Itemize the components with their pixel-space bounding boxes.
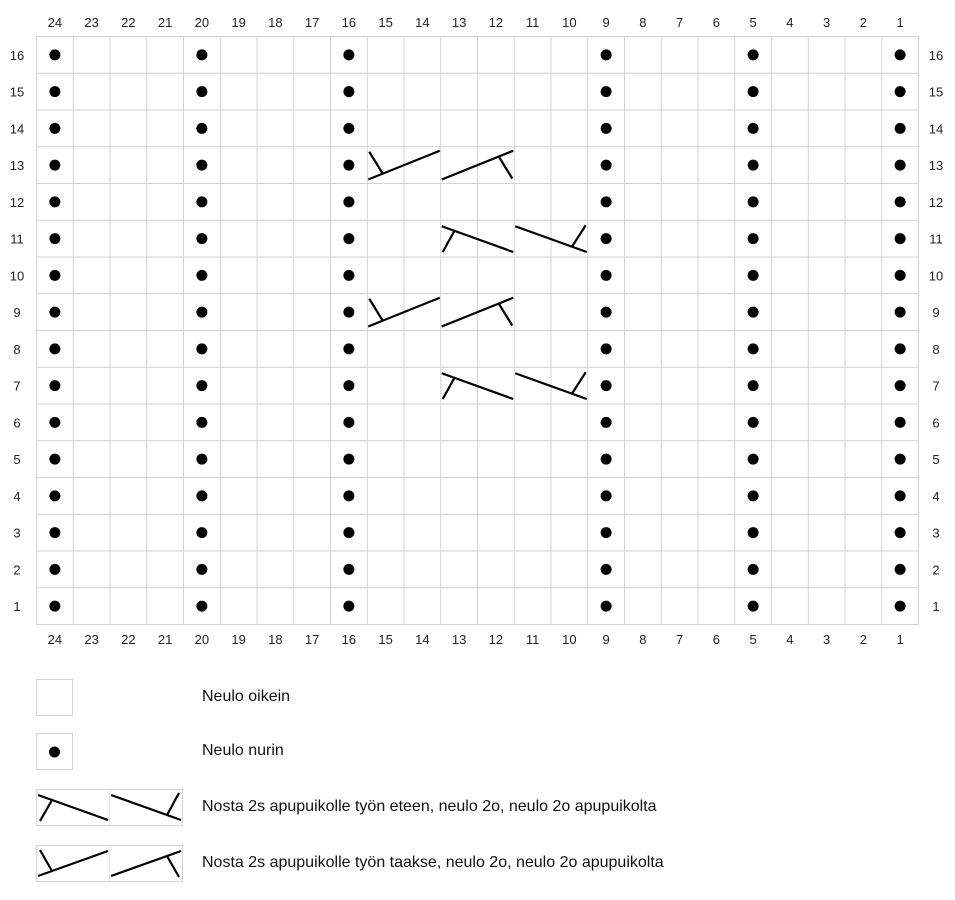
row-number: 16 <box>9 47 25 63</box>
column-number: 18 <box>268 632 283 647</box>
purl-dot <box>748 123 759 134</box>
purl-dot <box>196 527 207 538</box>
purl-dot <box>601 160 612 171</box>
purl-dot <box>343 196 354 207</box>
cable-stroke <box>498 156 512 179</box>
purl-dot <box>49 270 60 281</box>
purl-dot <box>895 160 906 171</box>
cable-cross-back-icon <box>36 845 186 883</box>
purl-dot <box>49 454 60 465</box>
legend-item-purl <box>0 733 955 771</box>
knit-symbol-icon <box>36 679 76 717</box>
row-number: 8 <box>13 341 21 357</box>
row-number: 4 <box>13 488 21 504</box>
purl-dot <box>49 49 60 60</box>
purl-dot <box>748 196 759 207</box>
purl-dot-icon <box>36 733 76 771</box>
column-number: 9 <box>602 632 610 647</box>
purl-dot <box>49 490 60 501</box>
cable-stroke <box>369 299 383 322</box>
column-numbers-top <box>48 15 904 30</box>
purl-dot <box>601 490 612 501</box>
purl-dot <box>895 343 906 354</box>
purl-dot <box>601 343 612 354</box>
column-number: 21 <box>157 15 173 30</box>
purl-dot <box>343 233 354 244</box>
purl-dot <box>343 454 354 465</box>
purl-dot <box>895 307 906 318</box>
purl-dot <box>343 86 354 97</box>
row-number: 7 <box>932 378 940 394</box>
purl-dot <box>748 86 759 97</box>
purl-dot <box>196 233 207 244</box>
column-number: 10 <box>562 632 577 647</box>
purl-dot <box>343 307 354 318</box>
purl-dot <box>895 564 906 575</box>
legend-item-cable-front <box>0 789 955 827</box>
row-number: 3 <box>13 525 21 541</box>
cable-stroke <box>572 372 586 394</box>
column-number: 23 <box>84 15 99 30</box>
row-number: 10 <box>928 268 944 284</box>
purl-dot <box>748 233 759 244</box>
purl-dot <box>343 160 354 171</box>
purl-dot <box>196 307 207 318</box>
column-number: 2 <box>859 632 867 647</box>
purl-dot <box>343 417 354 428</box>
row-number: 6 <box>13 415 21 431</box>
column-number: 20 <box>194 15 210 30</box>
purl-dot <box>343 601 354 612</box>
column-number: 7 <box>676 632 684 647</box>
purl-dot <box>49 307 60 318</box>
purl-dot <box>748 160 759 171</box>
purl-dot <box>748 527 759 538</box>
purl-dot <box>196 380 207 391</box>
row-number: 6 <box>932 415 940 431</box>
column-number: 10 <box>562 15 577 30</box>
purl-dot <box>343 564 354 575</box>
purl-dot <box>601 307 612 318</box>
purl-dot <box>343 343 354 354</box>
column-number: 7 <box>676 15 684 30</box>
purl-dot <box>895 417 906 428</box>
purl-dot <box>895 49 906 60</box>
row-number: 4 <box>932 488 940 504</box>
purl-dot <box>49 527 60 538</box>
column-number: 24 <box>47 632 63 647</box>
purl-dot <box>895 490 906 501</box>
column-number: 15 <box>378 15 393 30</box>
purl-dot <box>748 601 759 612</box>
column-number: 18 <box>268 15 283 30</box>
row-number: 5 <box>932 452 940 468</box>
column-number: 6 <box>712 632 720 647</box>
column-number: 6 <box>712 15 720 30</box>
row-number: 2 <box>13 562 21 578</box>
purl-dot <box>895 123 906 134</box>
purl-dot <box>601 270 612 281</box>
purl-dot <box>49 86 60 97</box>
column-number: 1 <box>896 15 904 30</box>
purl-dot <box>196 564 207 575</box>
row-number: 10 <box>9 268 25 284</box>
purl-dot <box>343 49 354 60</box>
purl-dot <box>748 380 759 391</box>
purl-dot <box>343 527 354 538</box>
purl-dot <box>343 270 354 281</box>
purl-dot <box>895 86 906 97</box>
purl-dot <box>196 601 207 612</box>
column-number: 8 <box>639 15 647 30</box>
legend-label-cable-front: Nosta 2s apupuikolle työn eteen, neulo 2o, neulo 2o apupuikolta <box>202 798 657 815</box>
column-number: 17 <box>304 15 320 30</box>
row-number: 11 <box>929 231 943 247</box>
column-number: 5 <box>749 632 757 647</box>
column-number: 5 <box>749 15 757 30</box>
purl-dot <box>601 417 612 428</box>
column-number: 4 <box>786 632 794 647</box>
legend-label-knit: Neulo oikein <box>202 688 291 705</box>
column-number: 3 <box>823 632 831 647</box>
column-number: 17 <box>304 632 320 647</box>
purl-dot <box>196 160 207 171</box>
purl-dot <box>343 123 354 134</box>
purl-dot <box>748 417 759 428</box>
row-numbers-right <box>929 48 943 614</box>
row-number: 2 <box>932 562 940 578</box>
purl-dot <box>49 233 60 244</box>
row-number: 11 <box>10 231 24 247</box>
row-number: 15 <box>9 84 25 100</box>
purl-dot <box>49 160 60 171</box>
purl-dot <box>196 490 207 501</box>
column-number: 14 <box>415 15 430 30</box>
column-number: 20 <box>194 632 210 647</box>
row-numbers-left <box>10 48 24 614</box>
row-number: 7 <box>13 378 21 394</box>
purl-dot <box>895 233 906 244</box>
purl-dot <box>601 601 612 612</box>
purl-dot <box>601 86 612 97</box>
row-number: 9 <box>932 305 940 321</box>
purl-dot <box>895 527 906 538</box>
cable-stroke <box>498 303 512 326</box>
legend-item-cable-back <box>0 845 955 883</box>
row-number: 16 <box>928 47 944 63</box>
legend-label-cable-back: Nosta 2s apupuikolle työn taakse, neulo 2o, neulo 2o apupuikolta <box>202 854 664 871</box>
purl-dot <box>601 527 612 538</box>
row-number: 8 <box>932 341 940 357</box>
cable-cross-front-icon <box>36 789 186 827</box>
purl-dot <box>748 490 759 501</box>
column-number: 2 <box>859 15 867 30</box>
purl-dot <box>601 123 612 134</box>
purl-dot <box>49 564 60 575</box>
row-number: 12 <box>928 194 944 210</box>
purl-dot <box>601 454 612 465</box>
purl-dot <box>748 270 759 281</box>
purl-dot <box>343 490 354 501</box>
column-number: 3 <box>823 15 831 30</box>
row-number: 1 <box>932 599 940 615</box>
column-number: 22 <box>121 15 136 30</box>
purl-dot <box>49 343 60 354</box>
cable-stroke <box>572 225 586 247</box>
row-number: 9 <box>13 305 21 321</box>
purl-dot <box>895 454 906 465</box>
row-number: 15 <box>928 84 944 100</box>
column-number: 13 <box>451 632 467 647</box>
column-number: 14 <box>415 632 430 647</box>
column-number: 11 <box>525 15 540 30</box>
purl-dot <box>196 454 207 465</box>
column-number: 9 <box>602 15 610 30</box>
row-number: 14 <box>928 121 944 137</box>
cable-stroke <box>369 152 383 175</box>
purl-dot <box>601 49 612 60</box>
column-numbers-bottom <box>48 632 904 647</box>
row-number: 13 <box>9 158 25 174</box>
purl-dot <box>895 380 906 391</box>
purl-dot <box>196 123 207 134</box>
column-number: 4 <box>786 15 794 30</box>
purl-dot <box>49 417 60 428</box>
chart-grid <box>37 37 919 625</box>
purl-dot <box>748 343 759 354</box>
purl-dot <box>895 196 906 207</box>
column-number: 12 <box>488 632 504 647</box>
purl-dot <box>49 380 60 391</box>
column-number: 22 <box>121 632 136 647</box>
purl-dot <box>196 196 207 207</box>
legend-item-knit <box>0 679 955 717</box>
purl-dot <box>49 123 60 134</box>
row-number: 13 <box>928 158 944 174</box>
purl-dot <box>49 601 60 612</box>
cable-stroke <box>443 230 455 252</box>
row-number: 12 <box>9 194 25 210</box>
column-number: 15 <box>378 632 393 647</box>
purl-dot <box>196 270 207 281</box>
column-number: 11 <box>525 632 540 647</box>
purl-dot <box>895 601 906 612</box>
column-number: 23 <box>84 632 99 647</box>
purl-dot <box>196 417 207 428</box>
purl-dot <box>343 380 354 391</box>
row-number: 5 <box>13 452 21 468</box>
row-number: 1 <box>13 599 21 615</box>
purl-dot <box>196 86 207 97</box>
purl-dot <box>601 380 612 391</box>
column-number: 13 <box>451 15 467 30</box>
column-number: 12 <box>488 15 504 30</box>
purl-dot <box>49 196 60 207</box>
purl-dot <box>748 307 759 318</box>
purl-dot <box>748 454 759 465</box>
purl-dot <box>196 49 207 60</box>
column-number: 16 <box>341 15 357 30</box>
purl-dot <box>601 196 612 207</box>
purl-dot <box>601 233 612 244</box>
row-number: 14 <box>9 121 25 137</box>
cable-stroke <box>443 377 455 399</box>
column-number: 16 <box>341 632 357 647</box>
purl-dot <box>748 49 759 60</box>
legend-label-purl: Neulo nurin <box>202 742 284 759</box>
purl-dot <box>895 270 906 281</box>
purl-dot <box>748 564 759 575</box>
column-number: 1 <box>896 632 904 647</box>
purl-dot <box>196 343 207 354</box>
column-number: 8 <box>639 632 647 647</box>
column-number: 21 <box>157 632 173 647</box>
column-number: 24 <box>47 15 63 30</box>
purl-dot <box>601 564 612 575</box>
row-number: 3 <box>932 525 940 541</box>
column-number: 19 <box>231 632 246 647</box>
column-number: 19 <box>231 15 246 30</box>
